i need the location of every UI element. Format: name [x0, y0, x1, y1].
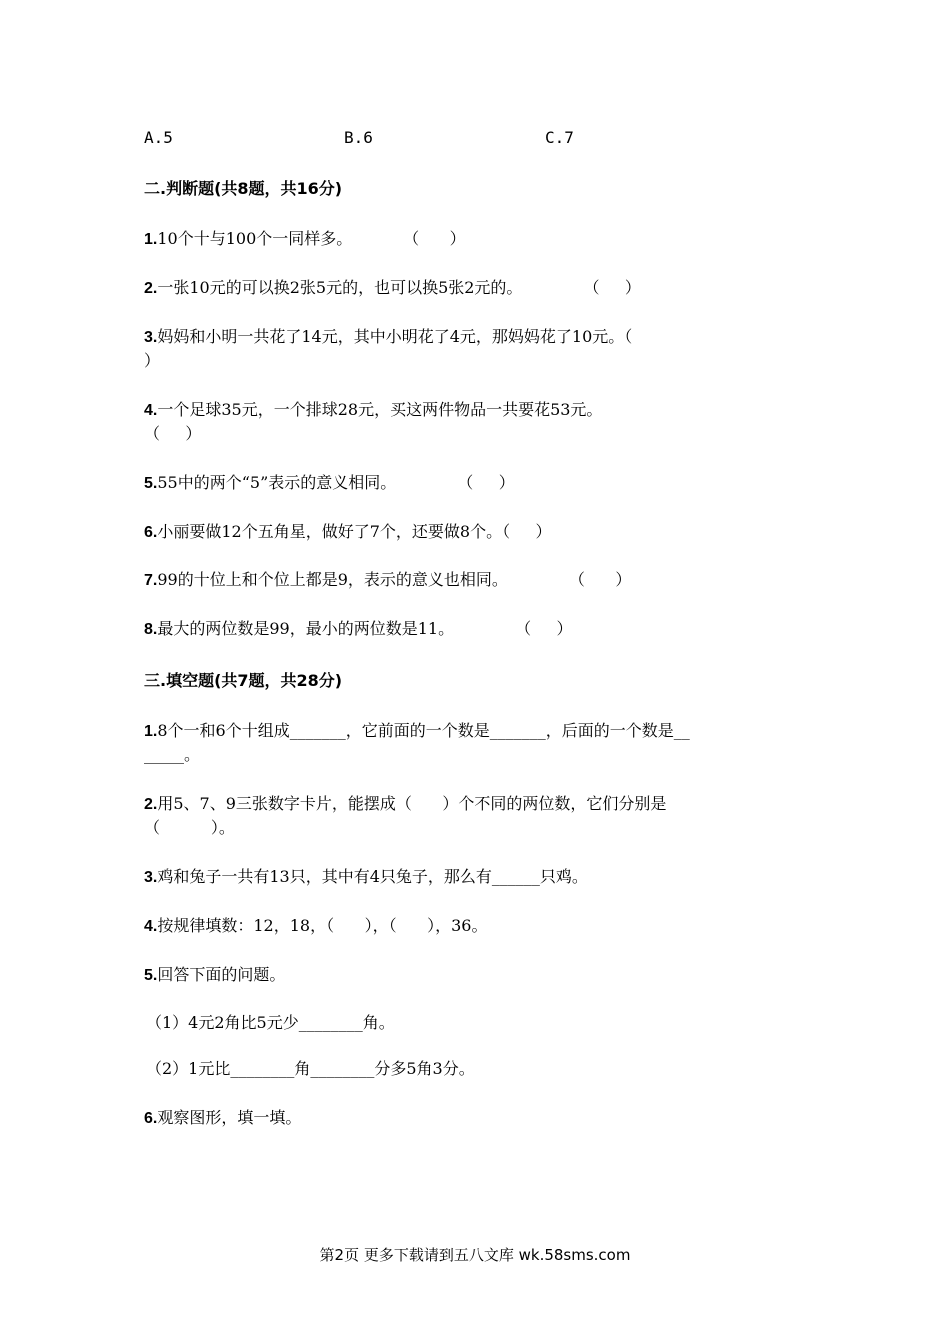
s2-question-6: 6.小丽要做12个五角星，做好了7个，还要做8个。（ ）	[144, 522, 552, 541]
s2-question-1: 1.10个十与100个一同样多。 （ ）	[144, 229, 466, 248]
s2-question-8: 8.最大的两位数是99，最小的两位数是11。 （ ）	[144, 619, 573, 638]
s2-question-4-cont: （ ）	[144, 424, 202, 443]
s3-question-5: 5.回答下面的问题。	[144, 965, 286, 984]
s2-question-4: 4.一个足球35元，一个排球28元，买这两件物品一共要花53元。	[144, 400, 603, 419]
s3-question-6: 6.观察图形，填一填。	[144, 1108, 302, 1127]
section-3-title: 三.填空题(共7题，共28分)	[144, 671, 343, 690]
s2-question-7: 7.99的十位上和个位上都是9，表示的意义也相同。 （ ）	[144, 570, 632, 589]
s3-question-1: 1.8个一和6个十组成_______，它前面的一个数是_______，后面的一个数是__	[144, 721, 690, 740]
s2-question-2: 2.一张10元的可以换2张5元的，也可以换5张2元的。 （ ）	[144, 278, 641, 297]
section-2-title: 二.判断题(共8题，共16分)	[144, 179, 343, 198]
s3-question-4: 4.按规律填数：12，18，（ ），（ ），36。	[144, 916, 488, 935]
s3-question-5-sub-1: （1）4元2角比5元少________角。	[146, 1013, 395, 1032]
option-b: B.6	[344, 128, 373, 147]
option-c: C.7	[545, 128, 574, 147]
s3-question-1-cont: _____。	[144, 745, 201, 764]
option-a: A.5	[144, 128, 173, 147]
s2-question-5: 5.55中的两个“5”表示的意义相同。 （ ）	[144, 473, 515, 492]
s3-question-2: 2.用5、7、9三张数字卡片，能摆成（ ）个不同的两位数，它们分别是	[144, 794, 667, 813]
page-footer: 第2页 更多下载请到五八文库 wk.58sms.com	[319, 1246, 631, 1264]
s2-question-3: 3.妈妈和小明一共花了14元，其中小明花了4元，那妈妈花了10元。（	[144, 327, 633, 346]
s2-question-3-cont: ）	[144, 351, 161, 370]
s3-question-5-sub-2: （2）1元比________角________分多5角3分。	[146, 1059, 475, 1078]
s3-question-3: 3.鸡和兔子一共有13只，其中有4只兔子，那么有______只鸡。	[144, 867, 588, 886]
s3-question-2-cont: （ ）。	[144, 818, 235, 837]
